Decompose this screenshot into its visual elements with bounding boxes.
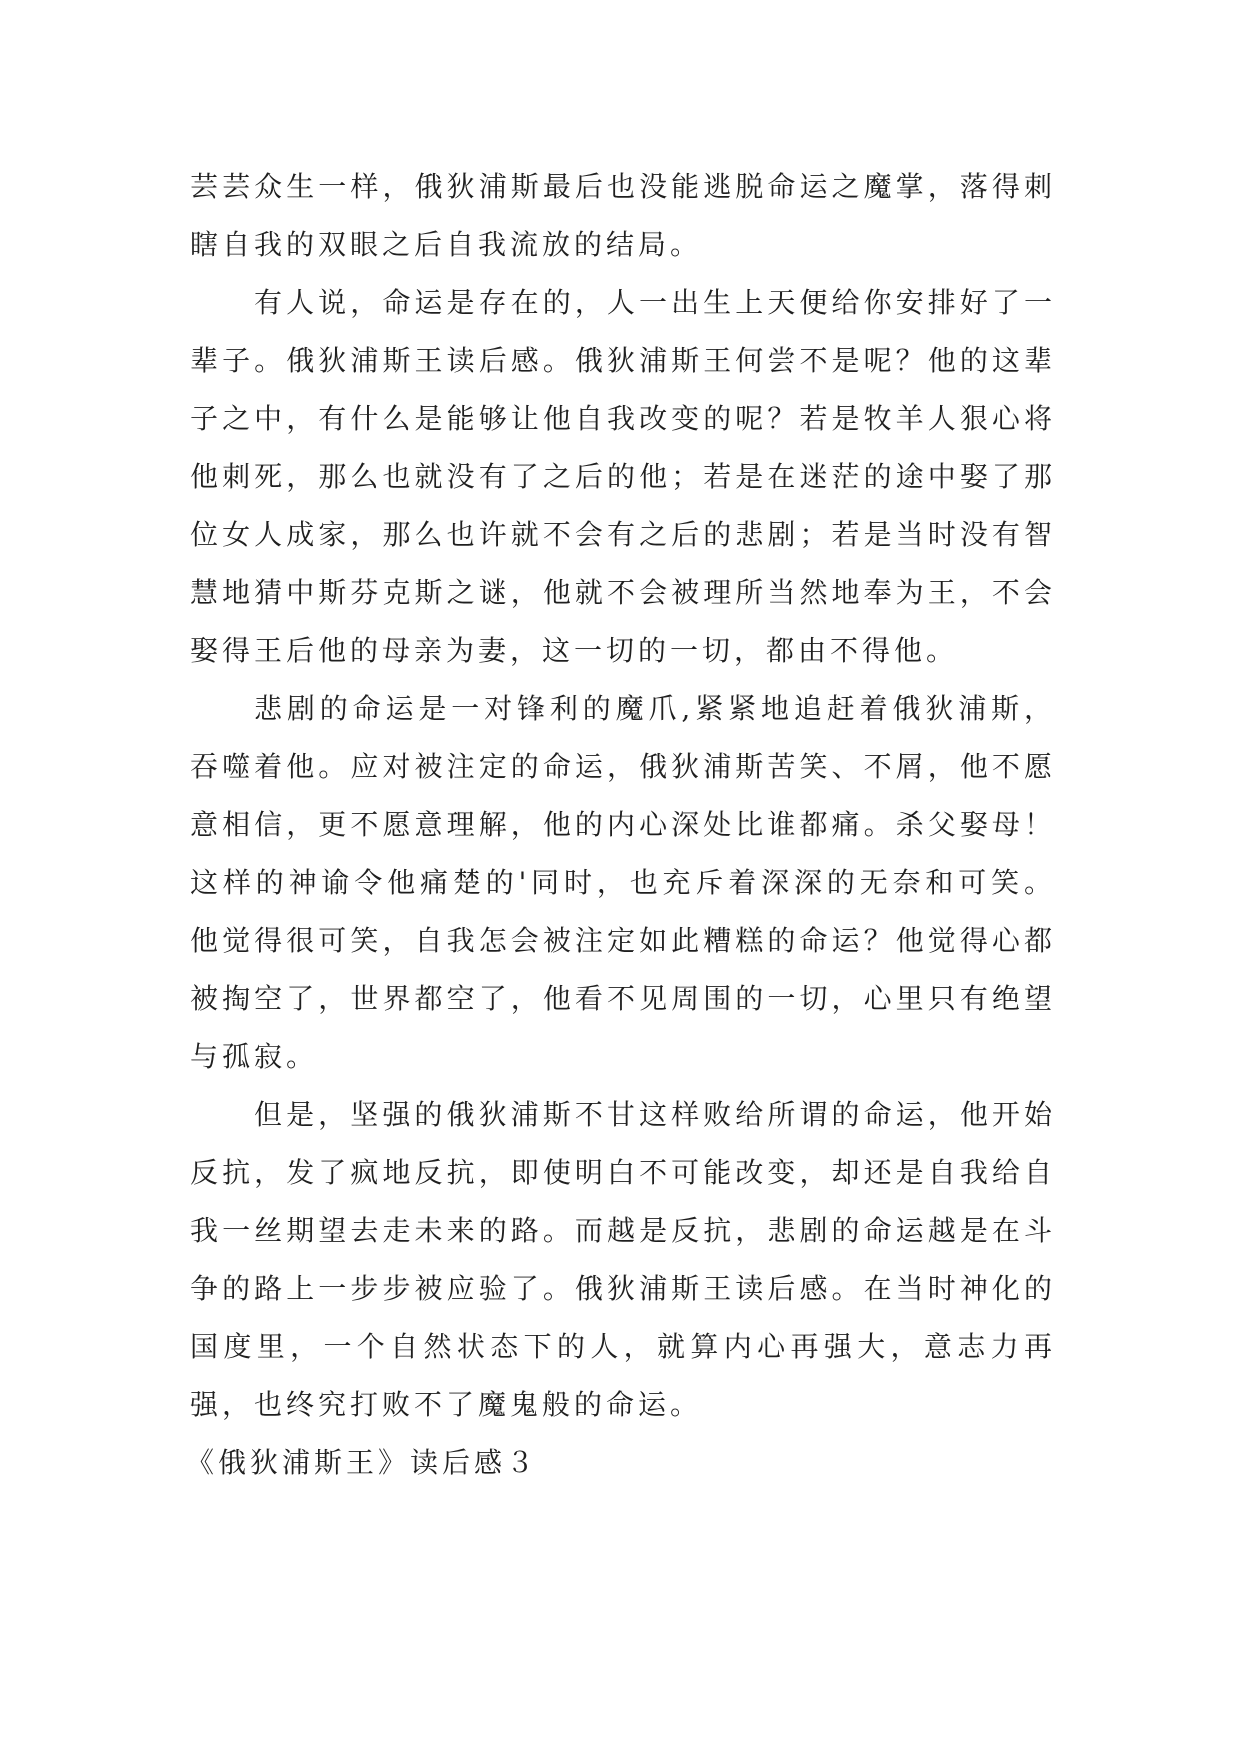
paragraph-fate-existence: 有人说，命运是存在的，人一出生上天便给你安排好了一辈子。俄狄浦斯王读后感。俄狄浦斯王何尝不是呢？他的这辈子之中，有什么是能够让他自我改变的呢？若是牧羊人狠心将他刺死，那么也就没有了之后的他；若是在迷茫的途中娶了那位女人成家，那么也许就不会有之后的悲剧；若是当时没有智慧地猜中斯芬克斯之谜，他就不会被理所当然地奉为王，不会娶得王后他的母亲为妻，这一切的一切，都由不得他。 — [190, 286, 1056, 667]
paragraph-continuation: 芸芸众生一样，俄狄浦斯最后也没能逃脱命运之魔掌，落得刺瞎自我的双眼之后自我流放的结局。 — [190, 170, 1056, 261]
section-heading: 《俄狄浦斯王》读后感３ — [186, 1446, 539, 1479]
paragraph-resistance: 但是，坚强的俄狄浦斯不甘这样败给所谓的命运，他开始反抗，发了疯地反抗，即使明白不可能改变，却还是自我给自我一丝期望去走未来的路。而越是反抗，悲剧的命运越是在斗争的路上一步步被应验了。俄狄浦斯王读后感。在当时神化的国度里，一个自然状态下的人，就算内心再强大，意志力再强，也终究打败不了魔鬼般的命运。 — [190, 1098, 1056, 1421]
paragraph-tragic-fate: 悲剧的命运是一对锋利的魔爪,紧紧地追赶着俄狄浦斯，吞噬着他。应对被注定的命运，俄狄浦斯苦笑、不屑，他不愿意相信，更不愿意理解，他的内心深处比谁都痛。杀父娶母！这样的神谕令他痛楚的'同时，也充斥着深深的无奈和可笑。他觉得很可笑，自我怎会被注定如此糟糕的命运？他觉得心都被掏空了，世界都空了，他看不见周围的一切，心里只有绝望与孤寂。 — [190, 692, 1056, 1073]
document-body — [186, 158, 1056, 1492]
